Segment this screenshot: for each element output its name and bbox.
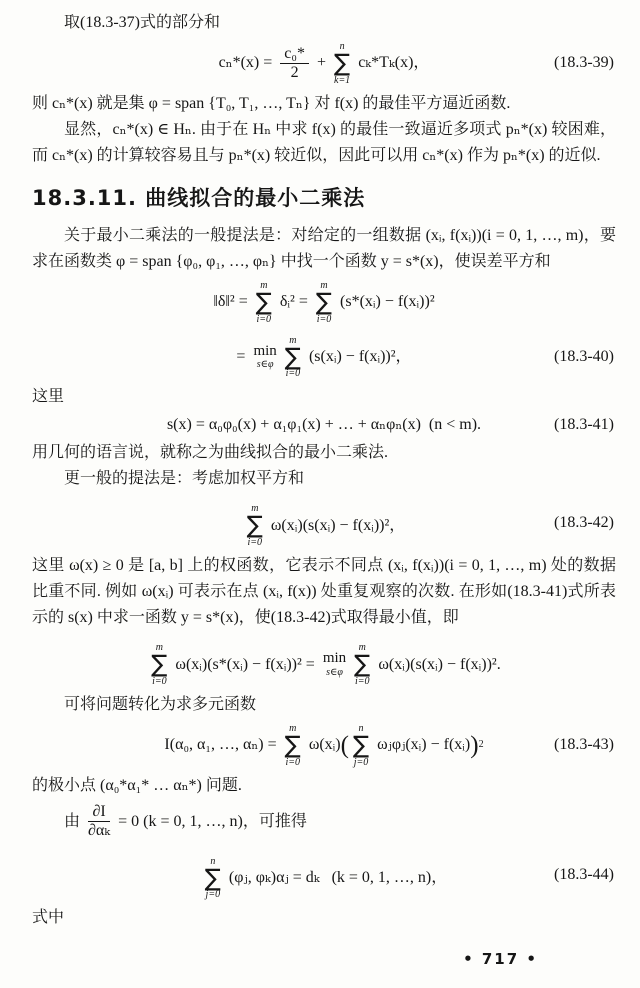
section-heading: 18.3.11. 曲线拟合的最小二乘法 <box>32 185 366 210</box>
equation-number-39: (18.3-39) <box>554 54 614 72</box>
sum-operator: n ∑ k=1 <box>334 41 351 86</box>
equation-row-44 <box>32 850 616 901</box>
sum-operator: m ∑ i=0 <box>315 279 333 325</box>
superscript: 2 <box>478 739 484 751</box>
formula-minimum-condition: m ∑ i=0 ω(xᵢ)(s*(xᵢ) − f(xᵢ))² = min s∈φ m ∑ i=0 ω(xᵢ)(s(xᵢ) − f(xᵢ))². <box>151 642 501 687</box>
paragraph-chebyshev-remark: 显然，cₙ*(x) ∈ Hₙ. 由于在 Hₙ 中求 f(x) 的最佳一致逼近多项式 pₙ*(x) 较困难，而 cₙ*(x) 的计算较容易且与 pₙ*(x) 较近似，因此可以用 cₙ*(x) 作为 pₙ*(x) 的近似. <box>32 120 616 164</box>
paragraph-here-label: 这里 <box>32 388 65 406</box>
fraction: $\frac{\partial I}{\text{∂αₖ}}$ <box>88 802 111 840</box>
equation-row-39 <box>32 41 616 86</box>
sum-operator: m ∑ i=0 <box>151 642 168 687</box>
paragraph-multivariate-intro: 可将问题转化为求多元函数 <box>64 695 257 713</box>
sum-operator: m ∑ i=0 <box>354 642 371 687</box>
equation-row-40-line1 <box>32 280 616 325</box>
equation-number-41: (18.3-41) <box>554 416 614 434</box>
equation-number-40: (18.3-40) <box>554 347 614 365</box>
fraction: $\frac{\text{c₀*}}{2}$ <box>280 45 309 83</box>
big-paren: ( <box>340 731 349 759</box>
sum-operator: m ∑ i=0 <box>284 334 301 380</box>
sum-operator: m ∑ i=0 <box>284 722 301 768</box>
equation-row-41 <box>32 415 616 435</box>
equation-row-minimum <box>32 636 616 687</box>
min-operator: min s∈φ <box>322 650 347 678</box>
formula-18-3-42: m ∑ i=0 ω(xᵢ)(s(xᵢ) − f(xᵢ))²， <box>246 503 406 549</box>
equation-row-42 <box>32 497 616 548</box>
equation-row-43 <box>32 723 616 768</box>
formula-18-3-41: s(x) = α₀φ₀(x) + α₁φ₁(x) + … + αₙφₙ(x) (n < m). <box>166 416 482 434</box>
paragraph-where-label: 式中 <box>32 909 65 927</box>
sum-operator: m ∑ i=0 <box>255 279 272 325</box>
equation-number-42: (18.3-42) <box>554 513 614 531</box>
page-number: • 717 • <box>463 950 538 968</box>
paragraph-minimum-point: 的极小点 (α₀*α₁* … αₙ*) 问题. <box>32 776 242 794</box>
equation-row-40-line2 <box>32 335 616 380</box>
sum-operator: m ∑ i=0 <box>246 503 263 549</box>
formula-18-3-39: cₙ*(x) = $\frac{\text{c₀*}}{2}$ + n ∑ k=1 cₖ*Tₖ(x)， <box>218 41 430 86</box>
formula-18-3-40-line2: = min s∈φ m ∑ i=0 (s(xᵢ) − f(xᵢ))²， <box>236 334 412 380</box>
equation-number-43: (18.3-43) <box>554 736 614 754</box>
paragraph-weight-function: 这里 ω(x) ≥ 0 是 [a, b] 上的权函数，它表示不同点 (xᵢ, f(xᵢ))(i = 0, 1, …, m) 处的数据比重不同. 例如 ω(xᵢ) 可表示在点 (xᵢ, f(x)) 处重复观察的次数. 在形如(18.3-41)式所表示的 s(x) 中求一函数 y = s*(x)，使(18.3-42)式取得最小值，即 <box>32 557 616 627</box>
formula-18-3-40-line1: ‖δ‖² = m ∑ i=0 δᵢ² = m ∑ i=0 (s*(xᵢ) − f(xᵢ))² <box>213 279 435 325</box>
paragraph-partial-sum-intro: 取(18.3-37)式的部分和 <box>64 14 220 31</box>
equation-number-44: (18.3-44) <box>554 865 614 883</box>
paragraph-best-square-approx: 则 cₙ*(x) 就是集 φ = span {T₀, T₁, …, Tₙ} 对 f(x) 的最佳平方逼近函数. <box>32 94 511 112</box>
paragraph-geometric-remark: 用几何的语言说，就称之为曲线拟合的最小二乘法. <box>32 444 389 462</box>
formula-18-3-44: n ∑ j=0 (φⱼ, φₖ)αⱼ = dₖ (k = 0, 1, …, n)， <box>204 855 448 901</box>
min-operator: min s∈φ <box>253 342 277 371</box>
paragraph-weighted-intro: 更一般的提法是：考虑加权平方和 <box>64 470 305 488</box>
formula-line-derivative: 由 $\frac{\partial I}{\text{∂αₖ}}$ = 0 (k = 0, 1, …, n)，可推得 <box>64 802 307 840</box>
formula-18-3-43: I(α₀, α₁, …, αₙ) = m ∑ i=0 ω(xᵢ) ( n ∑ j=0 ωⱼφⱼ(xᵢ) − f(xᵢ) ) 2 <box>164 722 484 768</box>
paragraph-least-squares-setup: 关于最小二乘法的一般提法是：对给定的一组数据 (xᵢ, f(xᵢ))(i = 0, 1, …, m)，要求在函数类 φ = span {φ₀, φ₁, …, φₙ} 中找一个函数 y = s*(x)，使误差平方和 <box>32 226 616 270</box>
sum-operator: n ∑ j=0 <box>204 855 221 901</box>
sum-operator: n ∑ j=0 <box>352 722 370 768</box>
big-paren: ) <box>470 731 479 759</box>
